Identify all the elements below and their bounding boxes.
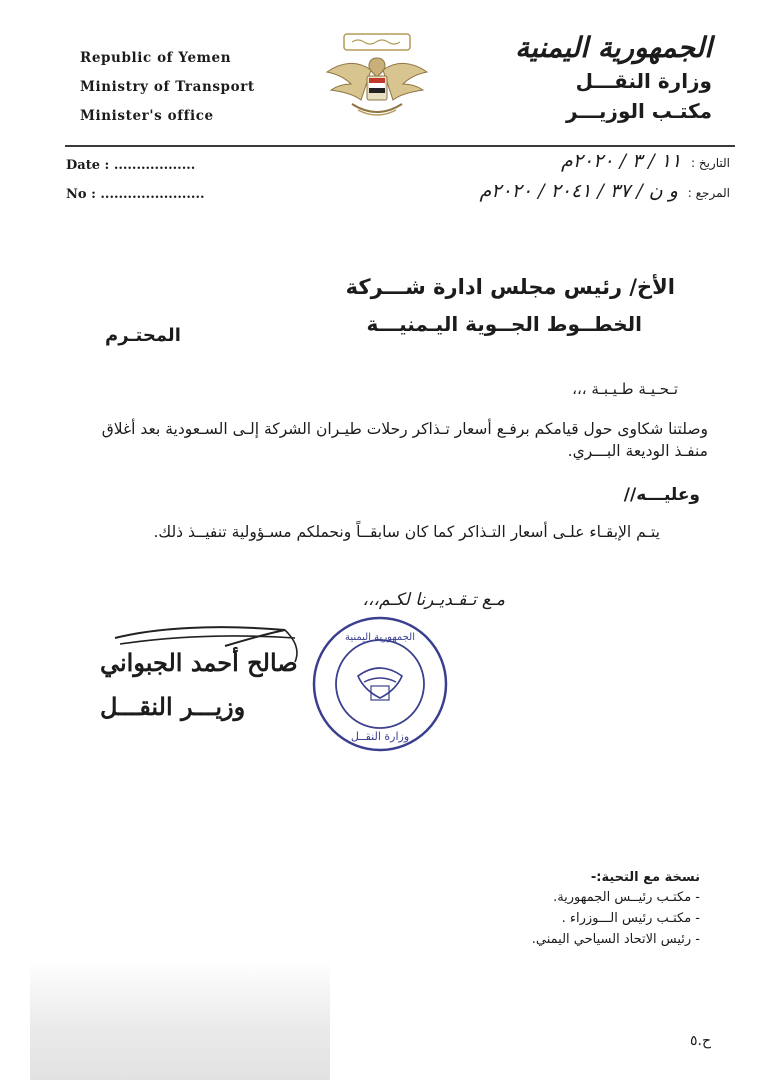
arabic-header-line2: وزارة النقـــل — [575, 69, 712, 93]
body-paragraph: وصلتنا شكاوى حول قيامكم برفـع أسعار تـذاكر رحلات طيـران الشركة إلـى السـعودية بعد أغلاق منفـذ الوديعة البـــري. — [101, 420, 708, 460]
english-header-line3: Minister's office — [80, 108, 214, 124]
and-upon-it: وعليـــه// — [623, 485, 700, 505]
instruction-paragraph: يتـم الإبقـاء علـى أسعار التـذاكر كما كان سابقــاً ونحملكم مسـؤولية تنفيــذ ذلك. — [153, 523, 660, 541]
official-stamp-icon — [308, 612, 453, 757]
header-divider — [65, 145, 735, 147]
scan-shadow — [30, 960, 330, 1080]
reference-label-ar: المرجع : — [687, 186, 730, 200]
closing-regards: مـع تـقـديـرنا لكـم،،، — [362, 590, 505, 610]
arabic-header-line1: الجمهورية اليمنية — [515, 31, 712, 64]
stamp-top-text: الجمهورية اليمنية — [344, 632, 416, 643]
date-value-ar: ١١ / ٣ / ٢٠٢٠م — [560, 150, 682, 172]
yemen-eagle-emblem-icon — [322, 30, 432, 130]
copy-recipient: - مكتـب رئيــس الجمهورية. — [532, 887, 700, 908]
addressee-line1: الأخ/ رئيس مجلس ادارة شـــركة — [345, 275, 675, 299]
reference-field-ar — [479, 180, 730, 202]
english-letterhead — [80, 50, 255, 137]
signatory-title: وزيـــر النقـــل — [100, 692, 246, 721]
date-field-ar — [561, 150, 730, 172]
greeting: تـحـيـة طـيـبـة ،،، — [572, 380, 678, 398]
copies-heading: نسخة مع التحية:- — [590, 870, 700, 885]
reference-value-ar: و ن / ٣٧ / ٢٠٤١ / ٢٠٢٠م — [479, 180, 678, 202]
arabic-header-line3: مكتـب الوزيـــر — [565, 99, 712, 123]
respected-salutation: المحتـرم — [105, 325, 181, 346]
stamp-bottom-text: وزارة النقــل — [350, 730, 410, 743]
number-field-en: No : ....................... — [66, 187, 205, 202]
arabic-letterhead — [515, 30, 712, 126]
english-header-line1: Republic of Yemen — [80, 50, 232, 66]
date-field-en: Date : .................. — [66, 158, 196, 173]
page-marker: ح.٥ — [690, 1033, 712, 1049]
english-header-line2: Ministry of Transport — [80, 79, 255, 95]
copy-recipient: - رئيس الاتحاد السياحي اليمني. — [532, 929, 700, 950]
addressee-line2: الخطــوط الجــوية اليـمنيـــة — [366, 312, 642, 336]
signatory-name: صالح أحمد الجبواني — [100, 648, 298, 677]
date-label-ar: التاريخ : — [690, 156, 730, 170]
copy-recipient: - مكتـب رئيس الـــوزراء . — [532, 908, 700, 929]
copies-list — [532, 870, 700, 950]
